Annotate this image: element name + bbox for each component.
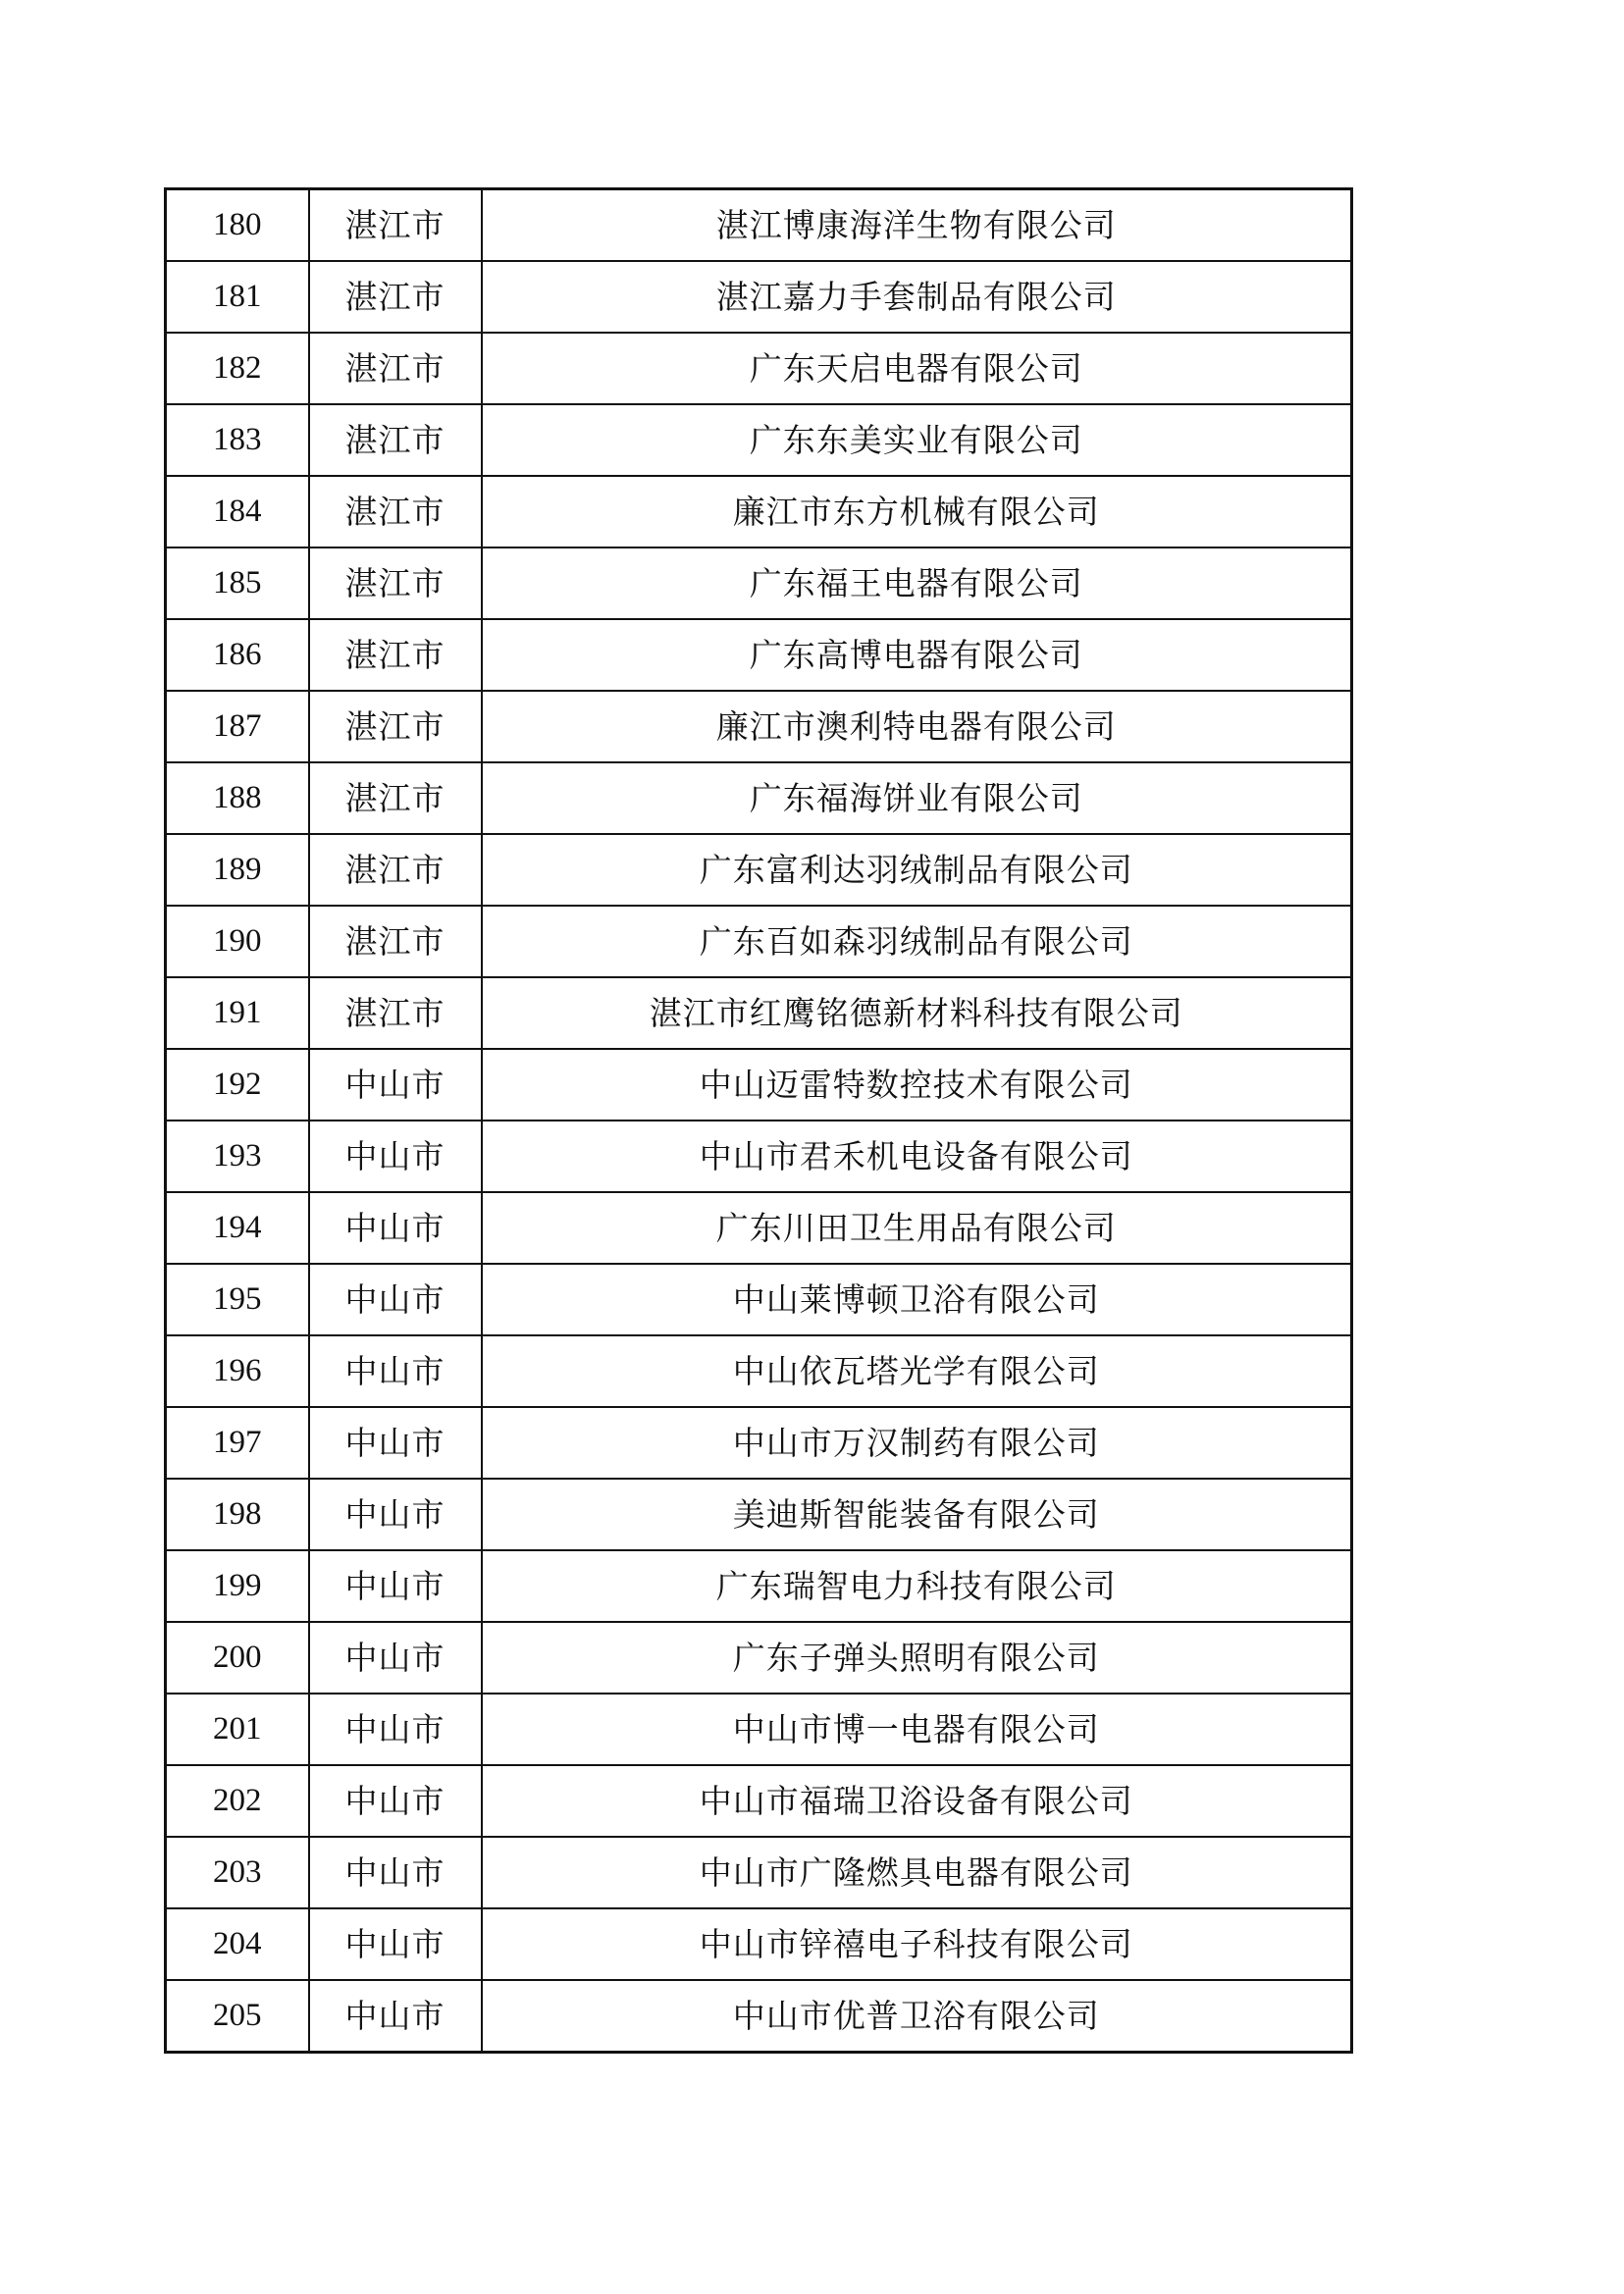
city-cell: 湛江市 [309,762,482,834]
company-name-cell: 中山市锌禧电子科技有限公司 [482,1908,1352,1980]
row-number-cell: 190 [166,906,309,977]
table-row [166,1121,1352,1192]
row-number-cell: 181 [166,261,309,333]
city-cell: 中山市 [309,1479,482,1550]
city-cell: 中山市 [309,1264,482,1335]
city-cell: 中山市 [309,1121,482,1192]
row-number-cell: 204 [166,1908,309,1980]
row-number-cell: 185 [166,547,309,619]
city-cell: 中山市 [309,1694,482,1765]
company-name-cell: 广东瑞智电力科技有限公司 [482,1550,1352,1622]
table-row [166,1694,1352,1765]
city-cell: 中山市 [309,1049,482,1121]
company-name-cell: 广东百如森羽绒制品有限公司 [482,906,1352,977]
table-row [166,1049,1352,1121]
company-name-cell: 广东东美实业有限公司 [482,404,1352,476]
row-number-cell: 193 [166,1121,309,1192]
row-number-cell: 195 [166,1264,309,1335]
row-number-cell: 180 [166,189,309,262]
city-cell: 湛江市 [309,404,482,476]
company-name-cell: 美迪斯智能装备有限公司 [482,1479,1352,1550]
table-row [166,1908,1352,1980]
row-number-cell: 184 [166,476,309,547]
city-cell: 中山市 [309,1550,482,1622]
row-number-cell: 189 [166,834,309,906]
city-cell: 中山市 [309,1407,482,1479]
city-cell: 湛江市 [309,547,482,619]
company-name-cell: 中山市广隆燃具电器有限公司 [482,1837,1352,1908]
city-cell: 湛江市 [309,619,482,691]
row-number-cell: 200 [166,1622,309,1694]
row-number-cell: 197 [166,1407,309,1479]
company-name-cell: 中山市博一电器有限公司 [482,1694,1352,1765]
table-row [166,261,1352,333]
row-number-cell: 203 [166,1837,309,1908]
company-list-table [164,187,1353,2054]
table-row [166,977,1352,1049]
city-cell: 中山市 [309,1908,482,1980]
table-row [166,476,1352,547]
company-name-cell: 中山市君禾机电设备有限公司 [482,1121,1352,1192]
company-name-cell: 中山市福瑞卫浴设备有限公司 [482,1765,1352,1837]
table-row [166,906,1352,977]
company-name-cell: 广东高博电器有限公司 [482,619,1352,691]
row-number-cell: 196 [166,1335,309,1407]
row-number-cell: 198 [166,1479,309,1550]
table-row [166,547,1352,619]
company-name-cell: 广东福王电器有限公司 [482,547,1352,619]
table-row [166,1622,1352,1694]
table-row [166,762,1352,834]
row-number-cell: 205 [166,1980,309,2053]
row-number-cell: 202 [166,1765,309,1837]
row-number-cell: 183 [166,404,309,476]
row-number-cell: 186 [166,619,309,691]
table-row [166,691,1352,762]
company-name-cell: 广东天启电器有限公司 [482,333,1352,404]
row-number-cell: 201 [166,1694,309,1765]
company-name-cell: 中山迈雷特数控技术有限公司 [482,1049,1352,1121]
row-number-cell: 188 [166,762,309,834]
table-row [166,619,1352,691]
company-name-cell: 广东子弹头照明有限公司 [482,1622,1352,1694]
company-name-cell: 湛江市红鹰铭德新材料科技有限公司 [482,977,1352,1049]
city-cell: 中山市 [309,1335,482,1407]
company-name-cell: 湛江嘉力手套制品有限公司 [482,261,1352,333]
row-number-cell: 194 [166,1192,309,1264]
city-cell: 中山市 [309,1765,482,1837]
company-name-cell: 廉江市澳利特电器有限公司 [482,691,1352,762]
city-cell: 中山市 [309,1192,482,1264]
company-name-cell: 广东川田卫生用品有限公司 [482,1192,1352,1264]
company-name-cell: 湛江博康海洋生物有限公司 [482,189,1352,262]
row-number-cell: 192 [166,1049,309,1121]
company-name-cell: 中山市万汉制药有限公司 [482,1407,1352,1479]
company-name-cell: 中山莱博顿卫浴有限公司 [482,1264,1352,1335]
city-cell: 湛江市 [309,261,482,333]
city-cell: 湛江市 [309,691,482,762]
company-name-cell: 中山市优普卫浴有限公司 [482,1980,1352,2053]
city-cell: 湛江市 [309,906,482,977]
city-cell: 中山市 [309,1837,482,1908]
company-name-cell: 中山依瓦塔光学有限公司 [482,1335,1352,1407]
table-row [166,834,1352,906]
row-number-cell: 187 [166,691,309,762]
table-row [166,1264,1352,1335]
table-row [166,1335,1352,1407]
company-name-cell: 广东富利达羽绒制品有限公司 [482,834,1352,906]
city-cell: 湛江市 [309,333,482,404]
city-cell: 湛江市 [309,189,482,262]
table-row [166,1980,1352,2053]
table-body [166,189,1352,2053]
table-row [166,1192,1352,1264]
table-row [166,1479,1352,1550]
city-cell: 湛江市 [309,834,482,906]
table-row [166,1837,1352,1908]
row-number-cell: 191 [166,977,309,1049]
company-name-cell: 廉江市东方机械有限公司 [482,476,1352,547]
table-row [166,333,1352,404]
city-cell: 湛江市 [309,476,482,547]
table-row [166,404,1352,476]
city-cell: 中山市 [309,1980,482,2053]
table-row [166,1407,1352,1479]
city-cell: 湛江市 [309,977,482,1049]
table-row [166,1550,1352,1622]
row-number-cell: 182 [166,333,309,404]
table-row [166,189,1352,262]
table-row [166,1765,1352,1837]
row-number-cell: 199 [166,1550,309,1622]
company-name-cell: 广东福海饼业有限公司 [482,762,1352,834]
city-cell: 中山市 [309,1622,482,1694]
